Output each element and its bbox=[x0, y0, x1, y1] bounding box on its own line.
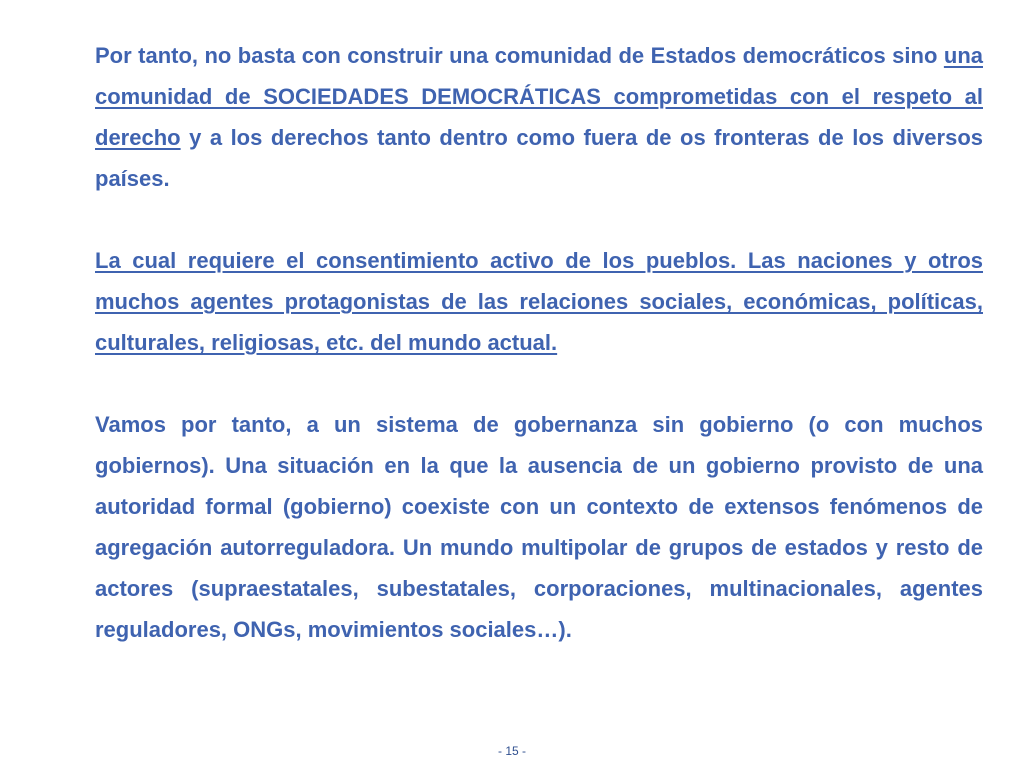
body-text bbox=[95, 35, 983, 691]
paragraph-1-segment-1: Por tanto, no basta con construir una comunidad de Estados democráticos sino bbox=[95, 43, 944, 68]
paragraph-2-segment-1-underlined: La cual requiere el consentimiento activo de los pueblos. Las naciones y otros muchos agentes protagonistas de las relaciones sociales, económicas, políticas, culturales, religiosas, etc. del mundo actual. bbox=[95, 248, 983, 355]
paragraph-1-segment-2-underlined: una comunidad de SOCIEDADES DEMOCRÁTICAS comprometidas con el respeto al derecho bbox=[95, 43, 983, 150]
paragraph-3 bbox=[95, 404, 983, 650]
paragraph-1 bbox=[95, 35, 983, 199]
page-number: - 15 - bbox=[497, 744, 526, 758]
paragraph-1-segment-3: y a los derechos tanto dentro como fuera de os fronteras de los diversos países. bbox=[95, 125, 983, 191]
paragraph-2 bbox=[95, 240, 983, 363]
paragraph-3-segment-1: Vamos por tanto, a un sistema de gobernanza sin gobierno (o con muchos gobiernos). Una situación en la que la ausencia de un gobierno provisto de una autoridad formal (gobierno) coexiste con un contexto de extensos fenómenos de agregación autorreguladora. Un mundo multipolar de grupos de estados y resto de actores (supraestatales, subestatales, corporaciones, multinacionales, agentes reguladores, ONGs, movimientos sociales…). bbox=[95, 412, 983, 642]
